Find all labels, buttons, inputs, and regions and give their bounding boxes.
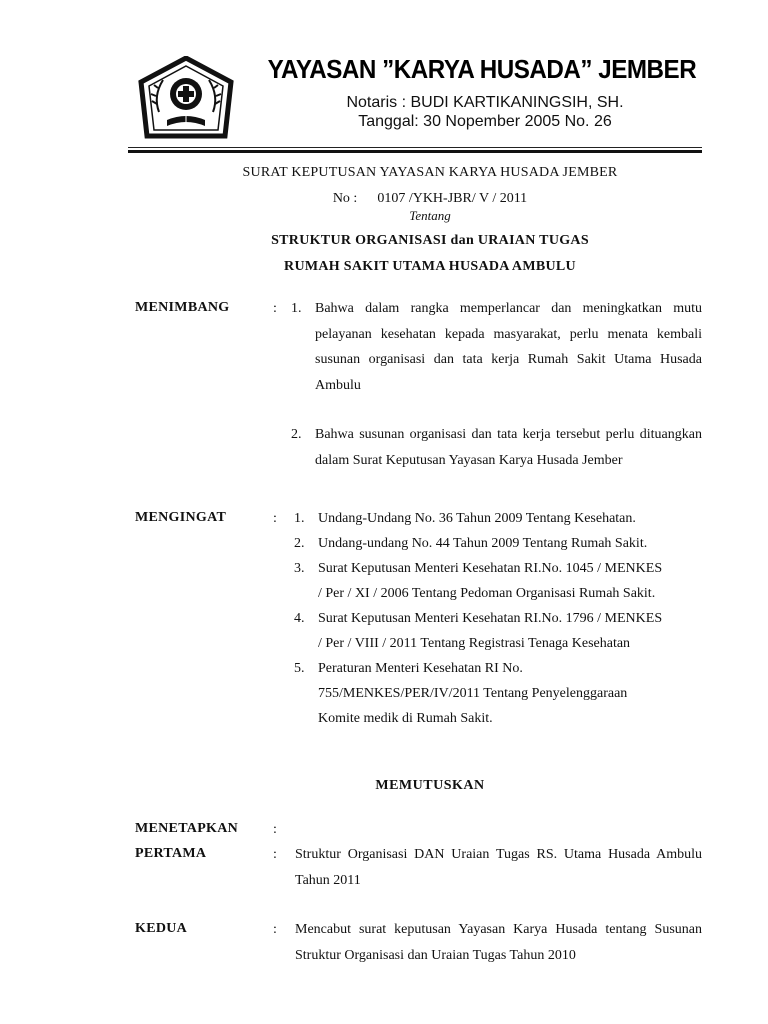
mengingat-colon: : — [273, 511, 277, 526]
mengingat-item-text: Undang-Undang No. 36 Tahun 2009 Tentang Kesehatan. — [318, 511, 636, 526]
kedua-colon: : — [273, 922, 277, 937]
memutuskan-heading: MEMUTUSKAN — [375, 778, 485, 793]
mengingat-item-text: Peraturan Menteri Kesehatan RI No. — [318, 661, 523, 676]
mengingat-item-number: 1. — [294, 511, 305, 526]
mengingat-item-text: Undang-undang No. 44 Tahun 2009 Tentang Rumah Sakit. — [318, 536, 648, 551]
mengingat-item-text: / Per / VIII / 2011 Tentang Registrasi Tenaga Kesehatan — [318, 636, 631, 651]
mengingat-item-number: 3. — [294, 561, 305, 576]
kedua-label: KEDUA — [135, 921, 188, 936]
menimbang-item-text: Bahwa dalam rangka memperlancar dan meningkatkan mutu pelayanan kesehatan kepada masyarakat, perlu menata kembali susunan organisasi dan tata kerja Rumah Sakit Utama Husada Ambulu — [315, 301, 702, 393]
mengingat-item-number: 2. — [294, 536, 305, 551]
organization-name: YAYASAN ”KARYA HUSADA” JEMBER — [267, 54, 697, 84]
mengingat-item-number: 4. — [294, 611, 305, 626]
subject-line-1: STRUKTUR ORGANISASI dan URAIAN TUGAS — [271, 233, 589, 248]
menimbang-label: MENIMBANG — [135, 300, 230, 315]
kedua-text: Mencabut surat keputusan Yayasan Karya Husada tentang Susunan Struktur Organisasi dan Uraian Tugas Tahun 2010 — [295, 922, 702, 963]
pertama-label: PERTAMA — [135, 846, 207, 861]
header-divider-thin — [128, 147, 702, 148]
document-title: SURAT KEPUTUSAN YAYASAN KARYA HUSADA JEMBER — [242, 165, 618, 180]
document-number — [128, 191, 732, 207]
header-divider-thick — [128, 150, 702, 153]
menimbang-colon: : — [273, 301, 277, 316]
menetapkan-label: MENETAPKAN — [135, 821, 239, 836]
logo-emblem-icon — [141, 58, 231, 136]
mengingat-item-number: 5. — [294, 661, 305, 676]
mengingat-item-text: Komite medik di Rumah Sakit. — [318, 711, 493, 726]
notary-line: Notaris : BUDI KARTIKANINGSIH, SH. — [346, 94, 624, 111]
menetapkan-colon: : — [273, 822, 277, 837]
document-number-value: 0107 /YKH-JBR/ V / 2011 — [377, 191, 528, 206]
mengingat-item-text: / Per / XI / 2006 Tentang Pedoman Organisasi Rumah Sakit. — [318, 586, 656, 601]
date-line: Tanggal: 30 Nopember 2005 No. 26 — [358, 113, 612, 130]
document-number-label: No : — [332, 191, 358, 206]
menimbang-item-number: 1. — [291, 301, 302, 316]
mengingat-item-text: 755/MENKES/PER/IV/2011 Tentang Penyelenggaraan — [318, 686, 628, 701]
menimbang-item-text: Bahwa susunan organisasi dan tata kerja tersebut perlu dituangkan dalam Surat Keputusan Yayasan Karya Husada Jember — [315, 427, 702, 468]
mengingat-label: MENGINGAT — [135, 510, 227, 525]
subject-line-2: RUMAH SAKIT UTAMA HUSADA AMBULU — [284, 259, 576, 274]
mengingat-item-text: Surat Keputusan Menteri Kesehatan RI.No. 1045 / MENKES — [318, 561, 663, 576]
yayasan-logo — [137, 56, 235, 148]
pertama-colon: : — [273, 847, 277, 862]
menimbang-item-number: 2. — [291, 427, 302, 442]
tentang-label: Tentang — [409, 208, 451, 223]
mengingat-item-text: Surat Keputusan Menteri Kesehatan RI.No. 1796 / MENKES — [318, 611, 663, 626]
pertama-text: Struktur Organisasi DAN Uraian Tugas RS. Utama Husada Ambulu Tahun 2011 — [295, 847, 702, 888]
